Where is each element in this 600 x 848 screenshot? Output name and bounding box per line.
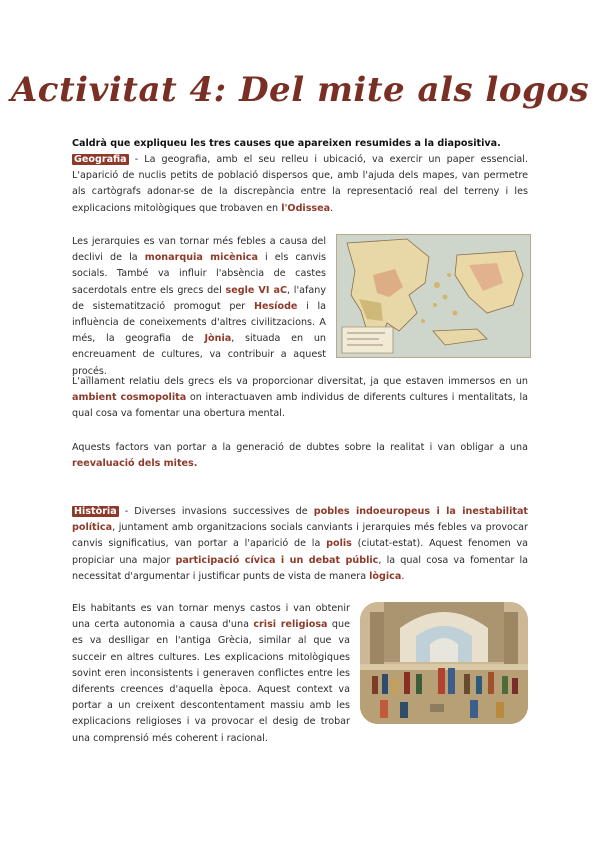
geografia-text-1: - La geografia, amb el seu relleu i ubicació, va exercir un paper essencial. L'aparició de nuclis petits de població dispersos que, amb l'ajuda dels mapes, van permetre als cartògrafs adonar-se de la discrepància entre la representació real del terreny i les explicacions mitològiques que trobaven en (72, 154, 528, 214)
ancient-greece-map-image (336, 234, 531, 358)
crisi-highlight: crisi religiosa (253, 619, 328, 631)
factors-paragraph (72, 440, 528, 472)
jerarquies-text-3: , l'afany de sistematització promogut per (72, 284, 327, 312)
logica-highlight: lògica (369, 570, 402, 582)
factors-text-1: Aquests factors van portar a la generació de dubtes sobre la realitat i van obligar a una (72, 442, 528, 453)
monarquia-highlight: monarquia micènica (144, 252, 258, 264)
historia-paragraph (72, 504, 528, 585)
jonia-highlight: Jònia (204, 333, 232, 345)
polis-highlight: polis (326, 538, 352, 550)
aillament-paragraph (72, 374, 528, 423)
map-illustration (337, 235, 530, 357)
geografia-paragraph (72, 152, 528, 217)
school-of-athens-image (360, 602, 528, 724)
historia-text-2: , juntament amb organitzacions socials canviants i jerarquies més febles va provocar canvis significatius, van portar a l'aparició de la (72, 522, 528, 550)
jerarquies-text-1: Les jerarquies es van tornar més febles a causa del declivi de la (72, 236, 326, 264)
habitants-text-1: Els habitants es van tornar menys castos i van obtenir una certa autonomia a causa d'una (72, 603, 350, 631)
pobles-highlight: pobles indoeuropeus i la inestabilitat política (72, 506, 528, 534)
historia-tag: Història (74, 506, 117, 517)
jerarquies-text-4: i la influència de coneixements d'altres civilitzacions. A més, la geografia de (72, 300, 326, 345)
geografia-tag: Geografia (74, 154, 127, 165)
participacio-highlight: participació cívica i un debat públic (175, 554, 379, 566)
geografia-text-2: . (330, 202, 334, 214)
jerarquies-text-5: , situada en un encreuament de cultures, va contribuir a aquest procés. (72, 333, 326, 377)
hesiode-highlight: Hesíode (253, 300, 298, 312)
historia-text-4: , la qual cosa va fomentar la necessitat d'argumentar i justificar punts de vista de manera (72, 554, 528, 582)
historia-text-1: - Diverses invasions successives de (118, 506, 314, 517)
historia-text-3: (ciutat-estat). Aquest fenomen va propiciar una major (72, 538, 529, 566)
reevaluacio-highlight: reevaluació dels mites. (72, 458, 198, 470)
habitants-text-2: que es va deslligar en l'antiga Grècia, similar al que va succeir en altres cultures. Les explicacions mitològiques sovint eren inconsistents i generaven conflictes entre les diferents creences d'aquella època. Aquest context va portar a un creixent descontentament massiu amb les explicacions religioses i va provocar el desig de trobar una comprensió més coherent i racional. (72, 619, 350, 744)
habitants-paragraph (72, 601, 350, 747)
ambient-highlight: ambient cosmopolita (72, 392, 187, 404)
painting-illustration (360, 602, 528, 724)
odissea-highlight: l'Odissea (281, 202, 331, 214)
page-title: Activitat 4: Del mite als logos (10, 70, 590, 110)
aillament-text-1: L'aïllament relatiu dels grecs els va proporcionar diversitat, ja que estaven immersos en un (72, 376, 528, 387)
jerarquies-paragraph (72, 234, 326, 380)
jerarquies-text-2: i els canvis socials. També va influir l'absència de castes sacerdotals entre els grecs del (72, 252, 326, 296)
historia-text-5: . (401, 570, 405, 582)
aillament-text-2: on interactuaven amb individus de diferents cultures i mentalitats, la qual cosa va fomentar una obertura mental. (72, 392, 529, 420)
segle-highlight: segle VI aC (225, 284, 287, 296)
intro-text: Caldrà que expliqueu les tres causes que apareixen resumides a la diapositiva. (72, 138, 501, 149)
